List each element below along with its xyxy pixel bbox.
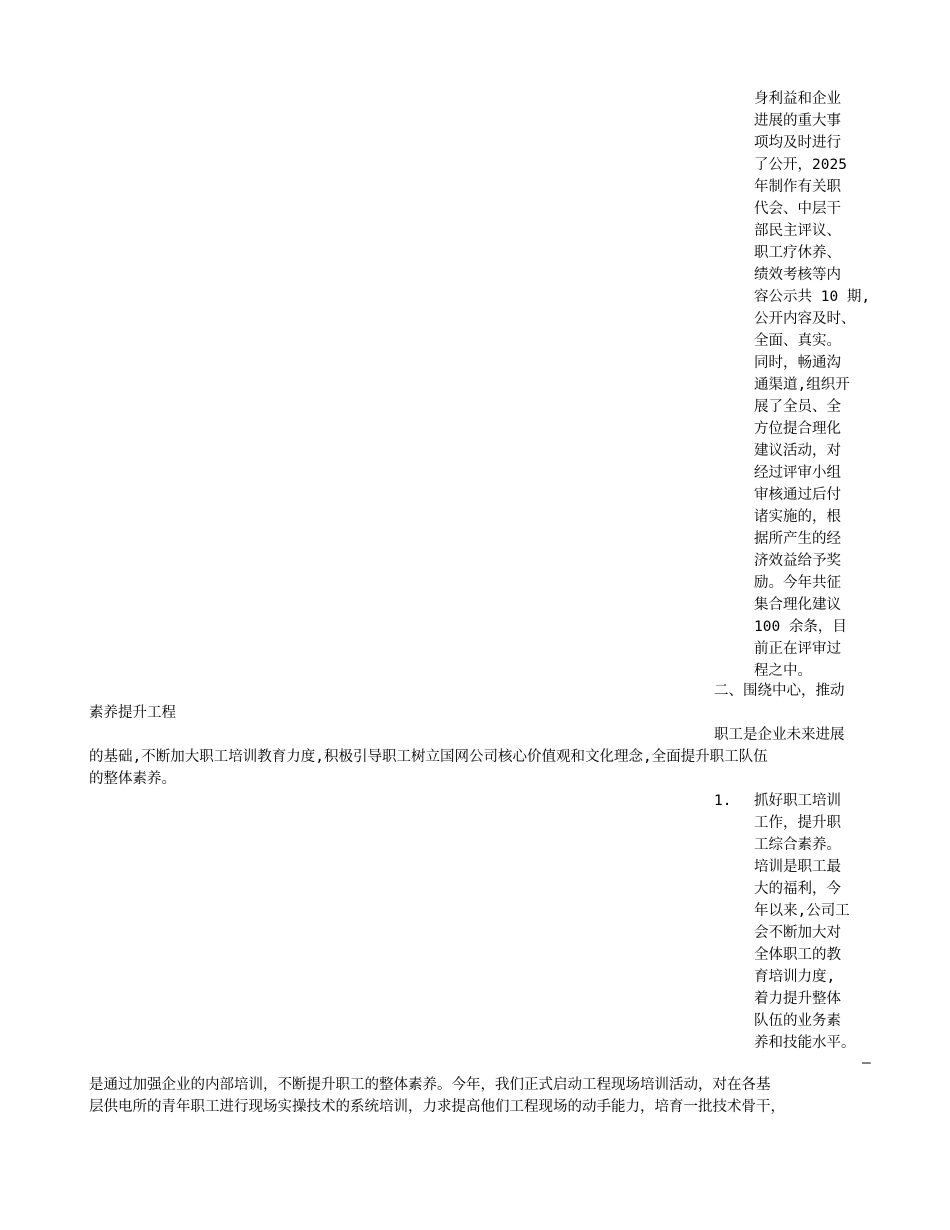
top-column-line: 方位提合理化 — [754, 421, 841, 437]
top-column-line: 同时，畅通沟 — [754, 355, 841, 371]
list-item-line: 队伍的业务素 — [754, 1013, 841, 1029]
top-column-line: 绩效考核等内 — [754, 267, 841, 283]
top-column-line: 通渠道,组织开 — [754, 377, 850, 393]
list-item-line: 着力提升整体 — [754, 991, 841, 1007]
list-item-line: 工综合素养。 — [754, 837, 841, 853]
top-column-line: 100 余条，目 — [754, 619, 847, 635]
section-heading: 二、围绕中心，推动 — [714, 683, 845, 699]
list-item-line: 会不断加大对 — [754, 925, 841, 941]
paragraph-line: 层供电所的青年职工进行现场实操技术的系统培训，力求提高他们工程现场的动手能力，培育一批技术骨干， — [89, 1099, 785, 1115]
top-column-line: 全面、真实。 — [754, 333, 841, 349]
list-item-text — [754, 790, 864, 1054]
top-column-line: 集合理化建议 — [754, 597, 841, 613]
section-heading-continued: 素养提升工程 — [89, 705, 176, 721]
top-column-line: 项均及时进行 — [754, 135, 841, 151]
top-column-line: 前正在评审过 — [754, 641, 841, 657]
top-column-line: 诸实施的，根 — [754, 509, 841, 525]
top-column-line: 审核通过后付 — [754, 487, 841, 503]
paragraph-body — [89, 746, 869, 790]
top-column-line: 公开内容及时、 — [754, 311, 856, 327]
paragraph-line: 是通过加强企业的内部培训，不断提升职工的整体素养。今年，我们正式启动工程现场培训活动，对在各基 — [89, 1077, 771, 1093]
paragraph-line: 的整体素养。 — [89, 771, 176, 787]
list-item-line: 抓好职工培训 — [754, 793, 841, 809]
paragraph-start: 职工是企业未来进展 — [714, 727, 845, 743]
top-column-line: 身利益和企业 — [754, 91, 841, 107]
top-column-line: 经过评审小组 — [754, 465, 841, 481]
top-column-line: 了公开，2025 — [754, 157, 847, 173]
top-column-line: 年制作有关职 — [754, 179, 841, 195]
list-item-line: 全体职工的教 — [754, 947, 841, 963]
list-item-number: 1. — [714, 793, 732, 809]
top-column-line: 职工疗休养、 — [754, 245, 841, 261]
dash-mark: — — [862, 1055, 871, 1071]
top-column-line: 据所产生的经 — [754, 531, 841, 547]
top-column-line: 部民主评议、 — [754, 223, 841, 239]
bottom-paragraph — [89, 1074, 869, 1118]
list-item-line: 养和技能水平。 — [754, 1035, 856, 1051]
list-item-line: 育培训力度, — [754, 969, 836, 985]
top-column-line: 容公示共 10 期, — [754, 289, 871, 305]
top-column-line: 建议活动，对 — [754, 443, 841, 459]
top-column-line: 励。今年共征 — [754, 575, 841, 591]
top-column-line: 代会、中层干 — [754, 201, 841, 217]
list-item-line: 大的福利，今 — [754, 881, 841, 897]
top-column-line: 展了全员、全 — [754, 399, 841, 415]
top-column-line: 进展的重大事 — [754, 113, 841, 129]
list-item-line: 工作，提升职 — [754, 815, 841, 831]
paragraph-line: 的基础,不断加大职工培训教育力度,积极引导职工树立国网公司核心价值观和文化理念,全面提升职工队伍 — [89, 749, 768, 765]
top-narrow-column — [754, 88, 871, 682]
top-column-line: 济效益给予奖 — [754, 553, 841, 569]
top-column-line: 程之中。 — [754, 663, 812, 679]
list-item-line: 年以来,公司工 — [754, 903, 850, 919]
list-item-line: 培训是职工最 — [754, 859, 841, 875]
